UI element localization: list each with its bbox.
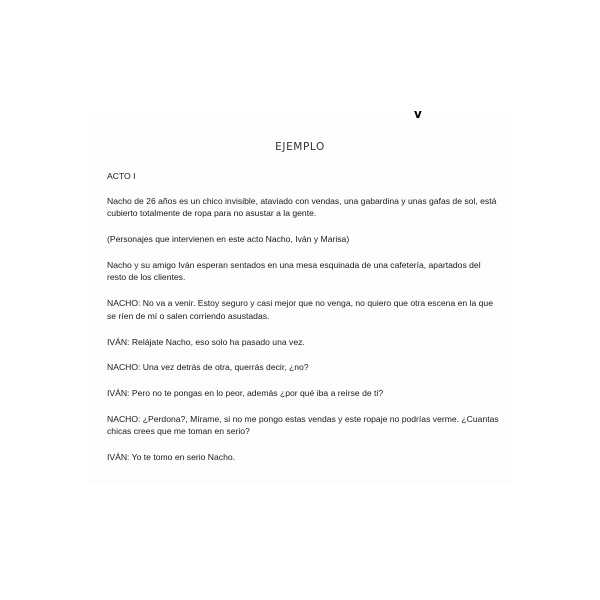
document-body [107,170,499,477]
dialogue-line: IVÁN: Relájate Nacho, eso solo ha pasado una vez. [107,336,305,347]
document-title: EJEMPLO [275,141,325,153]
dialogue-line: IVÁN: Yo te tomo en serio Nacho. [107,452,236,463]
dialogue-line: NACHO: No va a venir. Estoy seguro y casi mejor que no venga, no quiero que otra escena en la que se ríen de mí o salen corriendo asustadas. [107,298,493,321]
paragraph-scene: Nacho y su amigo Iván esperan sentados en una mesa esquinada de una cafetería, apartados del resto de los clientes. [107,259,481,283]
paragraph-characters: (Personajes que intervienen en este acto Nacho, Iván y Marisa) [107,233,350,244]
paragraph-intro: Nacho de 26 años es un chico invisible, ataviado con vendas, una gabardina y unas gafas de sol, está cubierto totalmente de ropa para no asustar a la gente. [107,195,497,219]
dialogue-line: NACHO: Una vez detrás de otra, querrás decir, ¿no? [107,362,309,373]
dialogue-line: IVÁN: Pero no te pongas en lo peor, además ¿por qué iba a reírse de ti? [107,388,384,399]
corner-mark: v [414,107,422,121]
dialogue-line: NACHO: ¿Perdona?, Mírame, si no me pongo estas vendas y este ropaje no podrías verme. ¿Cuantas chicas crees que me toman en serio? [107,413,499,437]
act-heading: ACTO I [107,171,136,181]
